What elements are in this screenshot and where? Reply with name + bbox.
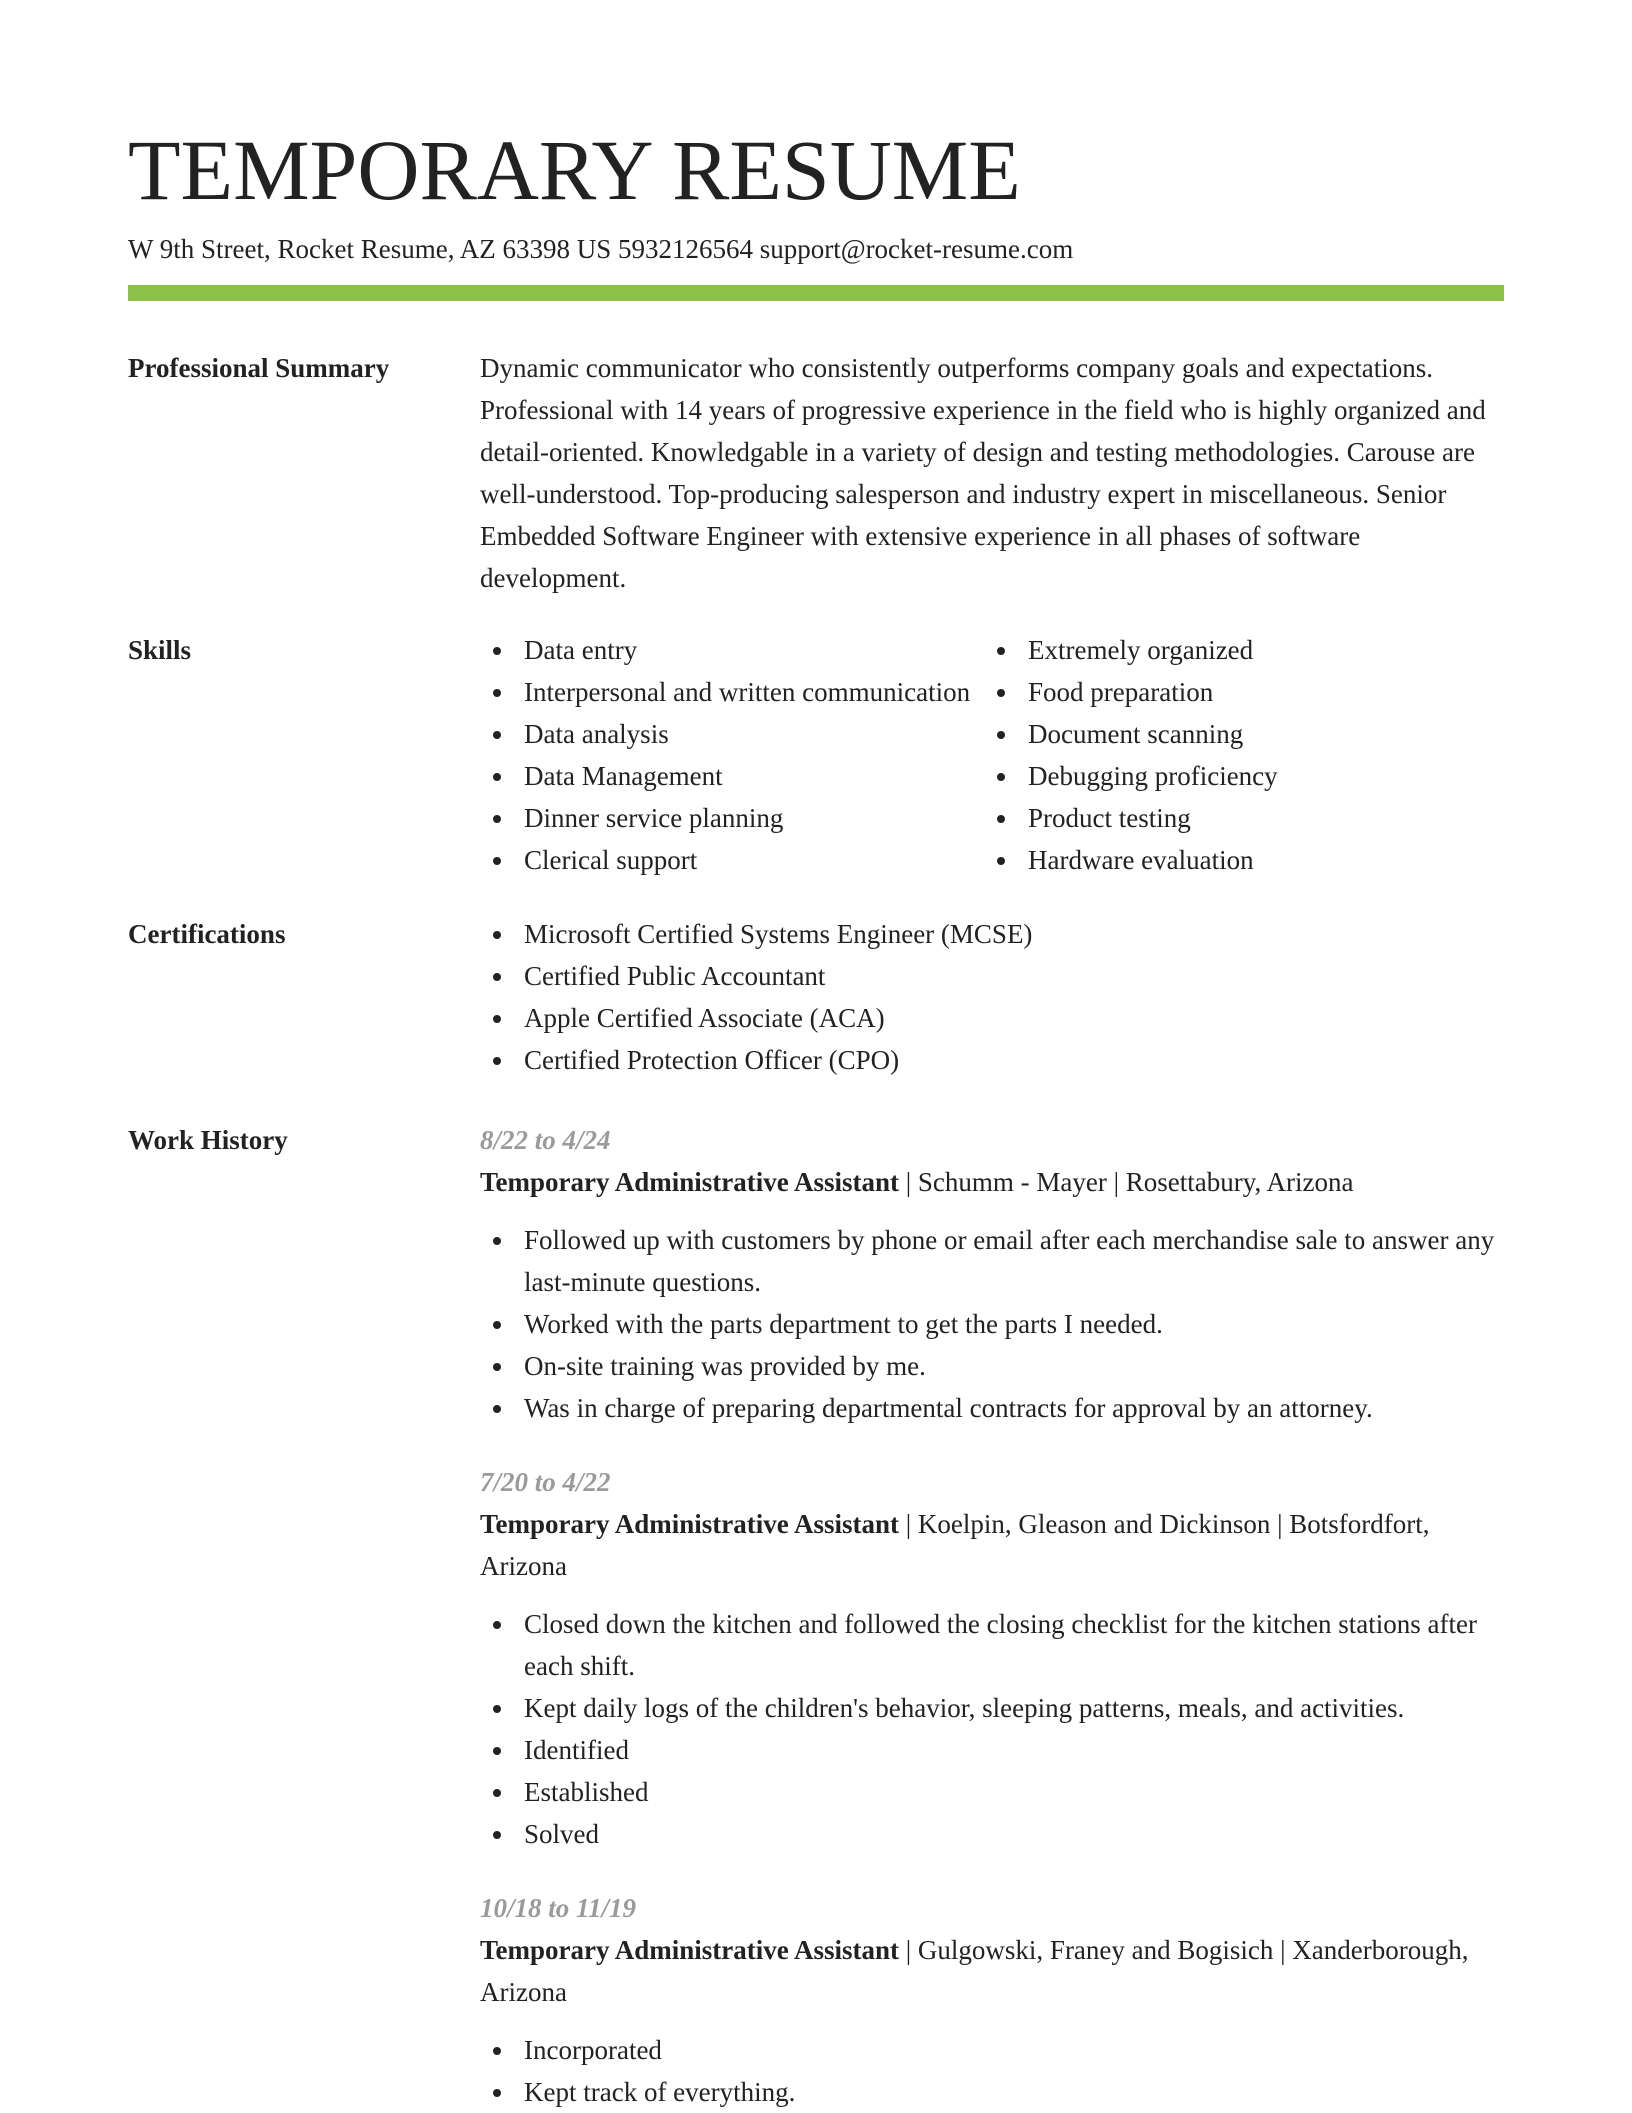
job-title: Temporary Administrative Assistant bbox=[480, 1509, 900, 1539]
skill-item: Data Management bbox=[480, 755, 984, 797]
skills-list-left bbox=[480, 629, 984, 881]
skills-columns bbox=[480, 629, 1504, 881]
work-history-heading: Work History bbox=[128, 1125, 288, 1155]
resume-name: TEMPORARY RESUME bbox=[128, 122, 1021, 218]
job-duties-list bbox=[480, 1603, 1504, 1855]
job-entry bbox=[480, 1461, 1504, 1855]
skills-list-right bbox=[984, 629, 1504, 881]
job-title-line bbox=[480, 1161, 1504, 1203]
skill-item: Clerical support bbox=[480, 839, 984, 881]
job-details: | Koelpin, Gleason and Dickinson | Botsfordfort, Arizona bbox=[480, 1509, 1430, 1581]
skills-body bbox=[480, 629, 1504, 881]
job-duty: Was in charge of preparing departmental contracts for approval by an attorney. bbox=[480, 1387, 1504, 1429]
job-dates: 7/20 to 4/22 bbox=[480, 1467, 611, 1497]
certifications-heading: Certifications bbox=[128, 919, 286, 949]
certification-item: Certified Protection Officer (CPO) bbox=[480, 1039, 1504, 1081]
job-details: | Gulgowski, Franey and Bogisich | Xanderborough, Arizona bbox=[480, 1935, 1469, 2007]
summary-body bbox=[480, 347, 1504, 599]
skill-item: Document scanning bbox=[984, 713, 1504, 755]
certifications-body bbox=[480, 913, 1504, 1081]
job-duty: Incorporated bbox=[480, 2029, 1504, 2071]
job-duty: Worked with the parts department to get the parts I needed. bbox=[480, 1303, 1504, 1345]
job-dates: 10/18 to 11/19 bbox=[480, 1893, 637, 1923]
job-title-line bbox=[480, 1929, 1504, 2013]
skill-item: Debugging proficiency bbox=[984, 755, 1504, 797]
job-duties-list bbox=[480, 2029, 1504, 2113]
job-duty: Followed up with customers by phone or email after each merchandise sale to answer any last-minute questions. bbox=[480, 1219, 1504, 1303]
skill-item: Food preparation bbox=[984, 671, 1504, 713]
accent-divider bbox=[128, 285, 1504, 301]
skill-item: Dinner service planning bbox=[480, 797, 984, 839]
skill-item: Product testing bbox=[984, 797, 1504, 839]
certification-item: Microsoft Certified Systems Engineer (MCSE) bbox=[480, 913, 1504, 955]
job-details: | Schumm - Mayer | Rosettabury, Arizona bbox=[899, 1167, 1354, 1197]
job-entry bbox=[480, 1887, 1504, 2113]
skill-item: Data entry bbox=[480, 629, 984, 671]
job-duty: On-site training was provided by me. bbox=[480, 1345, 1504, 1387]
skill-item: Extremely organized bbox=[984, 629, 1504, 671]
job-duty: Closed down the kitchen and followed the closing checklist for the kitchen stations after each shift. bbox=[480, 1603, 1504, 1687]
skill-item: Data analysis bbox=[480, 713, 984, 755]
job-dates: 8/22 to 4/24 bbox=[480, 1125, 611, 1155]
work-history-body bbox=[480, 1119, 1504, 2113]
skill-item: Interpersonal and written communication bbox=[480, 671, 984, 713]
contact-line: W 9th Street, Rocket Resume, AZ 63398 US 5932126564 support@rocket-resume.com bbox=[128, 234, 1074, 264]
job-entry bbox=[480, 1119, 1504, 1429]
certifications-list bbox=[480, 913, 1504, 1081]
certification-item: Certified Public Accountant bbox=[480, 955, 1504, 997]
job-title: Temporary Administrative Assistant bbox=[480, 1935, 900, 1965]
summary-heading: Professional Summary bbox=[128, 353, 390, 383]
summary-text: Dynamic communicator who consistently outperforms company goals and expectations. Professional with 14 years of progressive experience in the field who is highly organized and detail-oriented. Knowledgable in a variety of design and testing methodologies. Carouse are well-understood. Top-producing salesperson and industry expert in miscellaneous. Senior Embedded Software Engineer with extensive experience in all phases of software development. bbox=[480, 353, 1486, 593]
job-duty: Kept track of everything. bbox=[480, 2071, 1504, 2113]
job-duty: Identified bbox=[480, 1729, 1504, 1771]
job-duties-list bbox=[480, 1219, 1504, 1429]
skill-item: Hardware evaluation bbox=[984, 839, 1504, 881]
skills-heading: Skills bbox=[128, 635, 192, 665]
job-duty: Kept daily logs of the children's behavior, sleeping patterns, meals, and activities. bbox=[480, 1687, 1504, 1729]
job-duty: Solved bbox=[480, 1813, 1504, 1855]
job-title-line bbox=[480, 1503, 1504, 1587]
job-title: Temporary Administrative Assistant bbox=[480, 1167, 900, 1197]
certification-item: Apple Certified Associate (ACA) bbox=[480, 997, 1504, 1039]
job-duty: Established bbox=[480, 1771, 1504, 1813]
